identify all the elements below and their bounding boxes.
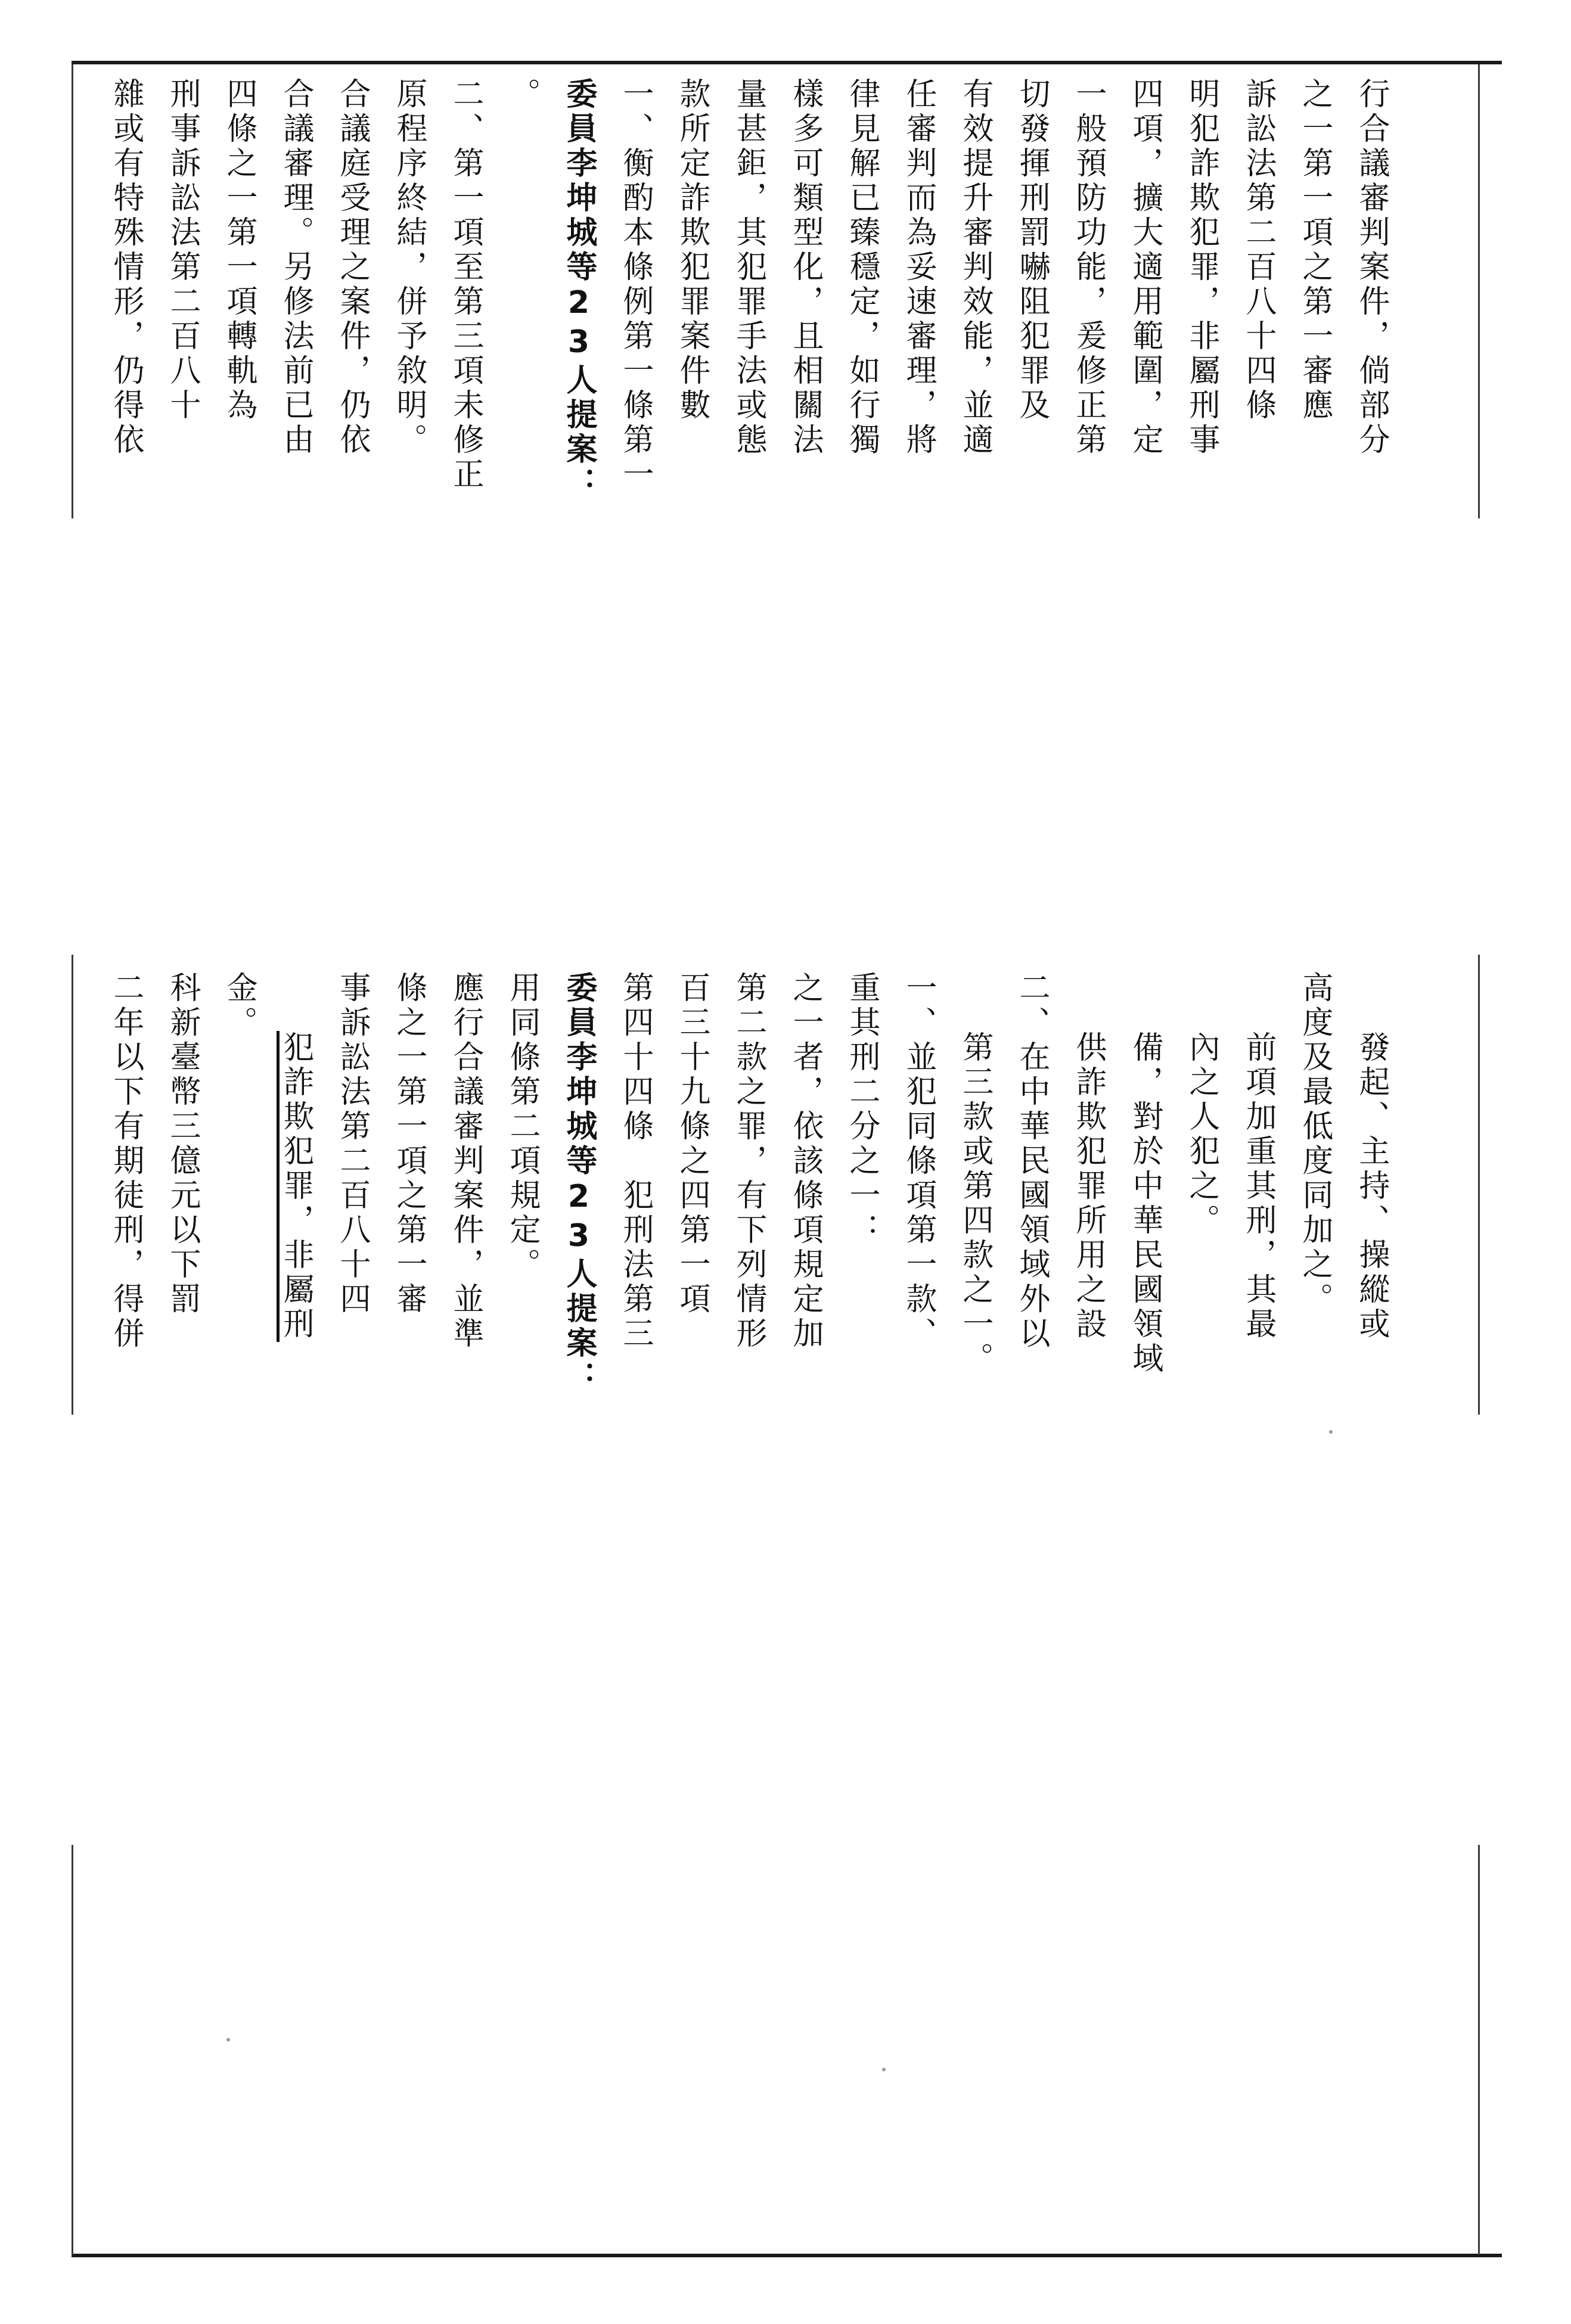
- text-column: 雜或有特殊情形，仍得依: [108, 77, 144, 458]
- text-column: 發起、主持、操縱或: [1353, 1031, 1389, 1342]
- text-column: 有效提升審判效能，並適: [957, 77, 993, 458]
- text-column: 樣多可類型化，且相關法: [787, 77, 823, 458]
- text-column: 刑事訴訟法第二百八十: [164, 77, 200, 423]
- text-column: 量甚鉅，其犯罪手法或態: [731, 77, 766, 458]
- scan-speck: [882, 2068, 886, 2071]
- text-column: 重其刑二分之一：: [844, 971, 880, 1248]
- text-column: 之一第一項之第一審應: [1297, 77, 1333, 423]
- proposal-heading: 委員李坤城等23人提案：: [561, 971, 597, 1396]
- text-column: 任審判而為妥速審理，將: [901, 77, 936, 458]
- text-column: 二、第一項至第三項未修正: [448, 77, 483, 492]
- text-column: 四條之一第一項轉軌為: [221, 77, 257, 423]
- row-divider-bottom-left: [72, 1845, 73, 2255]
- text-column: 科新臺幣三億元以下罰: [164, 971, 200, 1317]
- text-column: 二年以下有期徒刑，得併: [108, 971, 144, 1351]
- text-column: 四項，擴大適用範圍，定: [1127, 77, 1163, 458]
- text-column: 內之人犯之。: [1184, 1031, 1219, 1238]
- text-column: 款所定詐欺犯罪案件數: [674, 77, 710, 423]
- text-column: 原程序終結，併予敘明。: [391, 77, 427, 458]
- text-column: 百三十九條之四第一項: [674, 971, 710, 1317]
- scan-speck: [226, 2038, 230, 2042]
- text-column: 金。: [221, 971, 257, 1040]
- text-column: 。: [504, 77, 540, 112]
- text-column: 律見解已臻穩定，如行獨: [844, 77, 880, 458]
- text-column: 高度及最低度同加之。: [1297, 971, 1333, 1317]
- text-column: 供詐欺犯罪所用之設: [1070, 1031, 1106, 1342]
- text-column: 應行合議審判案件，並準: [448, 971, 483, 1351]
- text-column: 一般預防功能，爰修正第: [1070, 77, 1106, 458]
- text-column: 訴訟法第二百八十四條: [1240, 77, 1276, 423]
- row-divider-top-right: [1478, 64, 1480, 518]
- text-column: 第二款之罪，有下列情形: [731, 971, 766, 1351]
- text-column: 一、衡酌本條例第一條第一: [617, 77, 653, 492]
- text-column: 備，對於中華民國領域: [1127, 1031, 1163, 1377]
- text-column: 合議庭受理之案件，仍依: [334, 77, 370, 458]
- text-column: 條之一第一項之第一審: [391, 971, 427, 1317]
- text-column: 二、在中華民國領域外以: [1014, 971, 1050, 1351]
- text-column: 之一者，依該條項規定加: [787, 971, 823, 1351]
- article-44-title: 第四十四條 犯刑法第三: [617, 971, 653, 1351]
- row-divider-mid-left: [72, 955, 73, 1415]
- text-column: 切發揮刑罰嚇阻犯罪及: [1014, 77, 1050, 423]
- text-column: 犯詐欺犯罪，非屬刑: [278, 1031, 313, 1342]
- text-column: 一、並犯同條項第一款、: [901, 971, 936, 1351]
- text-column: 事訴訟法第二百八十四: [334, 971, 370, 1317]
- top-rule: [72, 61, 1502, 64]
- scan-speck: [1329, 1430, 1333, 1434]
- text-column: 行合議審判案件，倘部分: [1353, 77, 1389, 458]
- row-divider-bottom-right: [1478, 1845, 1480, 2255]
- text-column: 用同條第二項規定。: [504, 971, 540, 1282]
- text-column: 前項加重其刑，其最: [1240, 1031, 1276, 1342]
- text-column: 第三款或第四款之一。: [957, 1031, 993, 1377]
- bottom-rule: [72, 2254, 1502, 2257]
- row-divider-top-left: [72, 64, 73, 518]
- text-column: 明犯詐欺犯罪，非屬刑事: [1184, 77, 1219, 458]
- proposal-heading: 委員李坤城等23人提案：: [561, 77, 597, 502]
- text-column: 合議審理。另修法前已由: [278, 77, 313, 458]
- row-divider-mid-right: [1478, 955, 1480, 1415]
